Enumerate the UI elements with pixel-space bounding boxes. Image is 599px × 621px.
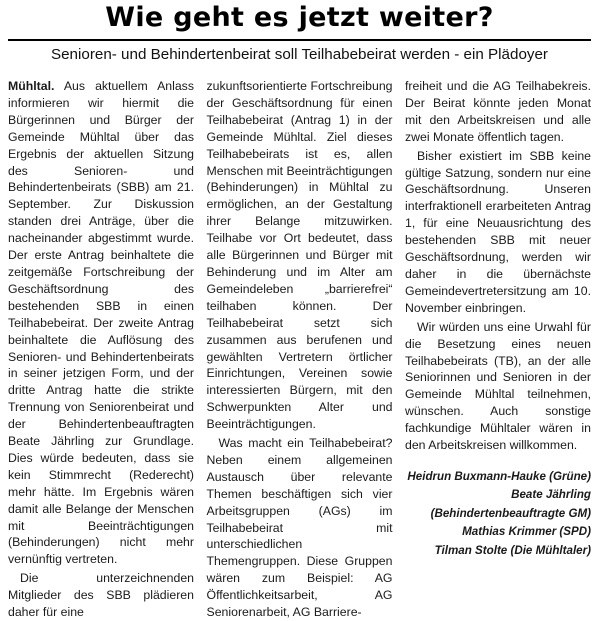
signature-line: Heidrun Buxmann-Hauke (Grüne) (407, 469, 591, 483)
subheadline: Senioren- und Behindertenbeirat soll Teilhabebeirat werden - ein Plädoyer (50, 46, 548, 63)
paragraph: Wir würden uns eine Urwahl für die Besetzung eines neuen Teilhabebeirats (TB), an der alle Seniorinnen und Senioren in der Gemeinde Mühltal teilnehmen, wünschen. Auch sonstige fachkundige Mühltaler wären in den Arbeitskreisen willkommen. (405, 319, 591, 453)
paragraph: Die unterzeichnenden Mitglieder des SBB plädieren daher für eine (8, 571, 194, 620)
column-2 (207, 78, 393, 621)
paragraph: freiheit und die AG Teilhabekreis. Der Beirat könnte jeden Monat mit den Arbeitskreisen und alle zwei Monate öffentlich tagen. (405, 79, 591, 144)
paragraph: Was macht ein Teilhabebeirat? Neben einem allgemeinen Austausch über relevante Themen beschäftigen sich vier Arbeitsgruppen (AGs) im Teilhabebeirat mit unterschiedlichen Themengruppen. Diese Gruppen wären zum Beispiel: AG Öffentlichkeitsarbeit, AG Seniorenarbeit, AG Barriere- (206, 436, 393, 620)
article-body (8, 78, 591, 621)
column-3 (405, 78, 591, 621)
paragraph (8, 78, 194, 568)
signature-line: Beate Jährling (511, 488, 591, 502)
headline: Wie geht es jetzt weiter? (105, 2, 494, 33)
paragraph: Bisher existiert im SBB keine gültige Satzung, sondern nur eine Geschäftsordnung. Unseren interfraktionell erarbeiteten Antrag 1, für eine Neuausrichtung des bestehenden SBB mit neuer Geschäftsordnung, werden wir daher in die übernächste Gemeindevertretersitzung am 10. November einbringen. (405, 148, 591, 315)
column-1 (8, 78, 194, 621)
signature-line: Tilman Stolte (Die Mühltaler) (434, 543, 591, 557)
headline-rule (8, 39, 591, 41)
dateline: Mühltal. (8, 79, 55, 93)
signature-block (405, 468, 591, 560)
signature-line: (Behindertenbeauftragte GM) (430, 506, 591, 520)
paragraph: zukunftsorientierte Fortschreibung der Geschäftsordnung für einen Teilhabebeirat (Antrag 1) in der Gemeinde Mühltal. Ziel dieses Teilhabebeirats ist es, allen Menschen mit Beeinträchtigungen (Behinderungen) in Mühltal zu ermöglichen, an der Gestaltung ihrer Belange mitzuwirken. Teilhabe vor Ort bedeutet, dass alle Bürgerinnen und Bürger mit Behinderung und im Alter am Gemeindeleben „barrierefrei“ teilhaben können. Der Teilhabebeirat setzt sich zusammen aus berufenen und gewählten Vertretern örtlicher Einrichtungen, Vereinen sowie interessierten Bürgern, mit den Schwerpunkten Alter und Beeinträchtigungen. (206, 79, 393, 432)
signature-line: Mathias Krimmer (SPD) (462, 525, 591, 539)
paragraph-text: Aus aktuellem Anlass informieren wir hiermit die Bürgerinnen und Bürger der Gemeinde Mühltal über das Ergebnis der aktuellen Sitzung des Senioren- und Behindertenbeirats (SBB) am 21. September. Zur Diskussion standen drei Anträge, über die nacheinander abgestimmt wurde. Der erste Antrag beinhaltete die zeitgemäße Fortschreibung der Geschäftsordnung des bestehenden SBB in einen Teilhabebeirat. Der zweite Antrag beinhaltete die Auflösung des Senioren- und Behindertenbeirats in seiner jetzigen Form, und der dritte Antrag hatte die strikte Trennung von Seniorenbeirat und der Behindertenbeauftragten Beate Jährling zur Grundlage. Dies würde bedeuten, dass sie kein Stimmrecht (Rederecht) mehr hätte. Im Ergebnis wären damit alle Belange der Menschen mit Beeinträchtigungen (Behinderungen) nicht mehr vernünftig vertreten. (8, 79, 194, 567)
